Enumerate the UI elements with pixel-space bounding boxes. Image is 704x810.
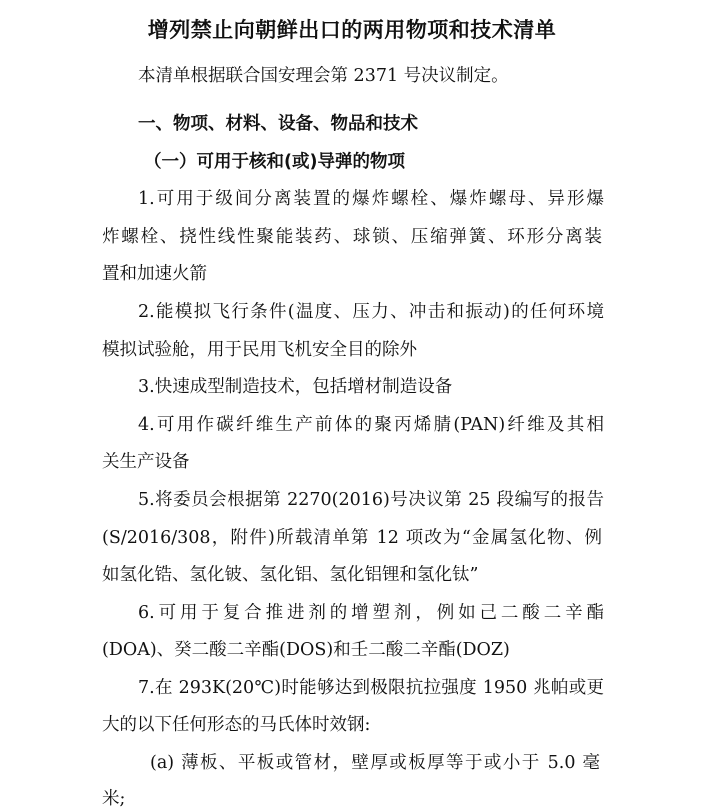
item-6-line-2: (DOA)、癸二酸二辛酯(DOS)和壬二酸二辛酯(DOZ) [102, 640, 510, 660]
item-4-line-2: 关生产设备 [102, 452, 190, 472]
item-7-line-2: 大的以下任何形态的马氏体时效钢: [102, 715, 371, 735]
item-6-line-1: 6.可用于复合推进剂的增塑剂，例如己二酸二辛酯 [138, 603, 604, 623]
item-4-line-1: 4.可用作碳纤维生产前体的聚丙烯腈(PAN)纤维及其相 [138, 415, 604, 435]
item-5-line-1: 5.将委员会根据第 2270(2016)号决议第 25 段编写的报告 [138, 490, 604, 510]
item-2-line-2: 模拟试验舱，用于民用飞机安全目的除外 [102, 340, 417, 360]
item-1-line-2: 炸螺栓、挠性线性聚能装药、球锁、压缩弹簧、环形分离装 [102, 227, 602, 247]
document-title: 增列禁止向朝鲜出口的两用物项和技术清单 [147, 18, 557, 42]
item-5-line-3: 如氢化锆、氢化铍、氢化铝、氢化铝锂和氢化钛” [102, 565, 479, 585]
section-heading: 一、物项、材料、设备、物品和技术 [138, 114, 418, 134]
item-2-line-1: 2.能模拟飞行条件(温度、压力、冲击和振动)的任何环境 [138, 302, 604, 322]
item-5-line-2: (S/2016/308，附件)所载清单第 12 项改为“金属氢化物、例 [102, 528, 602, 548]
sub-item-a-line-1: (a) 薄板、平板或管材，壁厚或板厚等于或小于 5.0 毫 [150, 753, 600, 773]
item-1-line-1: 1.可用于级间分离装置的爆炸螺栓、爆炸螺母、异形爆 [138, 189, 604, 209]
item-7-line-1: 7.在 293K(20℃)时能够达到极限抗拉强度 1950 兆帕或更 [138, 678, 604, 698]
item-1-line-3: 置和加速火箭 [102, 264, 207, 284]
intro-paragraph: 本清单根据联合国安理会第 2371 号决议制定。 [138, 66, 509, 86]
subsection-heading: （一）可用于核和(或)导弹的物项 [144, 152, 405, 172]
item-3-line-1: 3.快速成型制造技术，包括增材制造设备 [138, 377, 453, 397]
sub-item-a-line-2: 米; [102, 789, 126, 809]
